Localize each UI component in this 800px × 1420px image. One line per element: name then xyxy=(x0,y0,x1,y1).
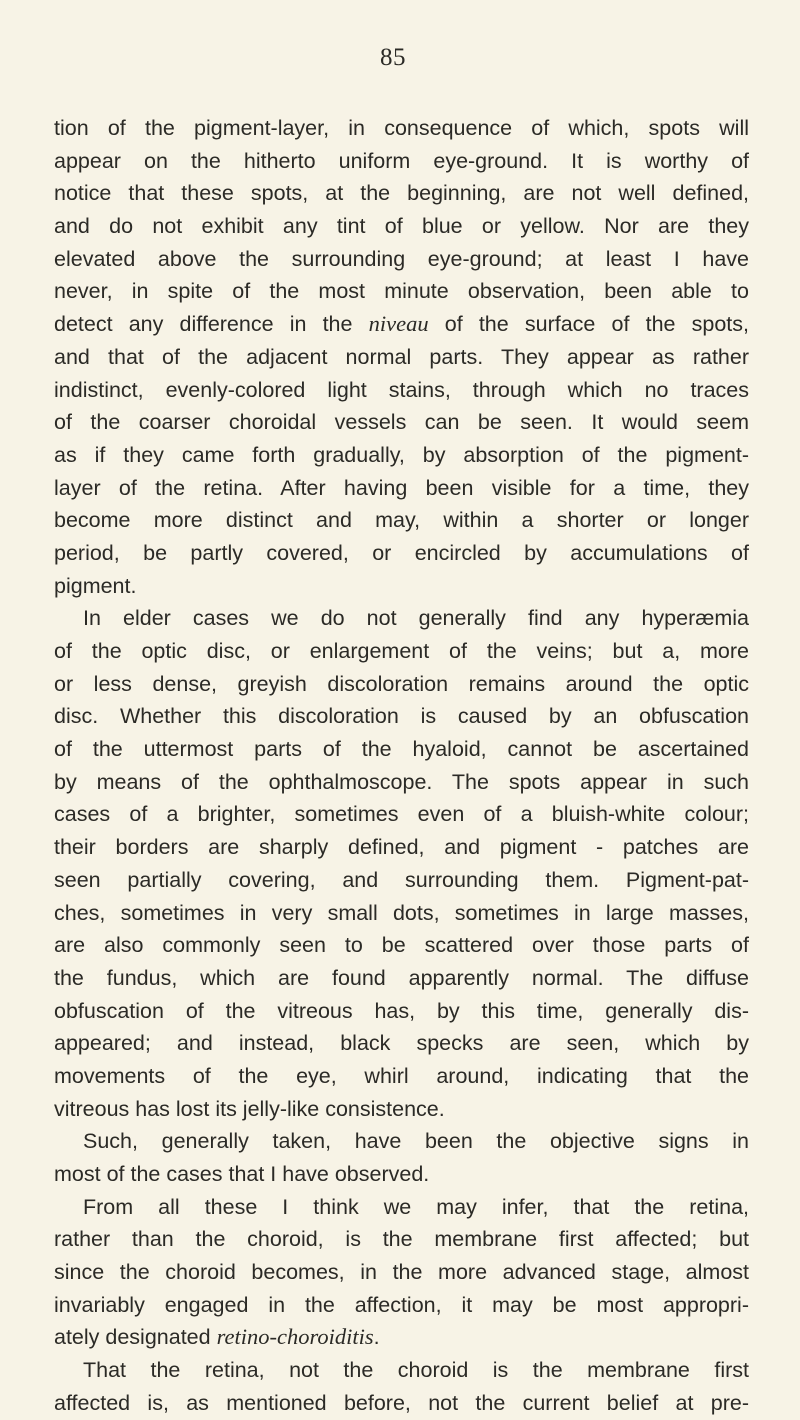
text-line: since the choroid becomes, in the more advanced stage, almost xyxy=(54,1260,749,1285)
text-line: From all these I think we may infer, that the retina, xyxy=(83,1194,749,1219)
text-line: of the uttermost parts of the hyaloid, cannot be ascertained xyxy=(54,737,749,762)
text-line: by means of the ophthalmoscope. The spots appear in such xyxy=(54,769,749,794)
text-line: as if they came forth gradually, by absorption of the pigment- xyxy=(54,442,749,467)
text-line: seen partially covering, and surrounding them. Pigment-pat- xyxy=(54,867,749,892)
text-line: indistinct, evenly-colored light stains, through which no traces xyxy=(54,377,749,402)
text-line: and that of the adjacent normal parts. They appear as rather xyxy=(54,344,749,369)
text-line: ches, sometimes in very small dots, sometimes in large masses, xyxy=(54,900,749,925)
text-segment: of the surface of the spots, xyxy=(428,312,749,337)
text-line xyxy=(54,1321,749,1354)
text-line: cases of a brighter, sometimes even of a bluish-white colour; xyxy=(54,802,749,827)
text-line: elevated above the surrounding eye-ground; at least I have xyxy=(54,246,749,271)
text-line: and do not exhibit any tint of blue or yellow. Nor are they xyxy=(54,214,749,239)
text-line: appeared; and instead, black specks are seen, which by xyxy=(54,1031,749,1056)
text-line: appear on the hitherto uniform eye-ground. It is worthy of xyxy=(54,148,749,173)
text-line: affected is, as mentioned before, not the current belief at pre- xyxy=(54,1390,749,1415)
italic-term: niveau xyxy=(368,311,429,337)
text-line: pigment. xyxy=(54,573,137,598)
text-line: period, be partly covered, or encircled by accumulations of xyxy=(54,540,749,565)
text-line: vitreous has lost its jelly-like consistence. xyxy=(54,1096,445,1121)
text-line: most of the cases that I have observed. xyxy=(54,1162,430,1186)
text-line: the fundus, which are found apparently normal. The diffuse xyxy=(54,965,749,990)
text-line: never, in spite of the most minute observation, been able to xyxy=(54,279,749,304)
text-line: rather than the choroid, is the membrane first affected; but xyxy=(54,1227,749,1252)
text-line: notice that these spots, at the beginning, are not well defined, xyxy=(54,181,749,206)
text-line: Such, generally taken, have been the objective signs in xyxy=(83,1129,749,1154)
text-line: That the retina, not the choroid is the membrane first xyxy=(83,1358,749,1383)
text-line xyxy=(54,308,749,341)
text-line: layer of the retina. After having been visible for a time, they xyxy=(54,475,749,500)
text-line: obfuscation of the vitreous has, by this time, generally dis- xyxy=(54,998,749,1023)
body-text xyxy=(54,112,749,1420)
text-segment: detect any difference in the xyxy=(54,312,369,337)
text-line: their borders are sharply defined, and pigment - patches are xyxy=(54,835,749,860)
text-line: of the optic disc, or enlargement of the veins; but a, more xyxy=(54,639,749,663)
text-line: become more distinct and may, within a shorter or longer xyxy=(54,508,749,533)
text-line: invariably engaged in the affection, it may be most appropri- xyxy=(54,1292,749,1317)
text-line: or less dense, greyish discoloration remains around the optic xyxy=(54,671,749,696)
text-line: are also commonly seen to be scattered over those parts of xyxy=(54,933,749,958)
text-segment: ately designated xyxy=(54,1325,217,1350)
text-line: of the coarser choroidal vessels can be seen. It would seem xyxy=(54,410,749,435)
text-line: disc. Whether this discoloration is caused by an obfuscation xyxy=(54,704,749,729)
page-number: 85 xyxy=(380,44,406,71)
text-line: In elder cases we do not generally find any hyperæmia xyxy=(83,606,749,631)
text-line: tion of the pigment-layer, in consequence of which, spots will xyxy=(54,116,749,140)
text-segment: . xyxy=(373,1325,380,1350)
italic-term: retino-choroiditis xyxy=(216,1324,374,1350)
text-line: movements of the eye, whirl around, indicating that the xyxy=(54,1063,749,1088)
